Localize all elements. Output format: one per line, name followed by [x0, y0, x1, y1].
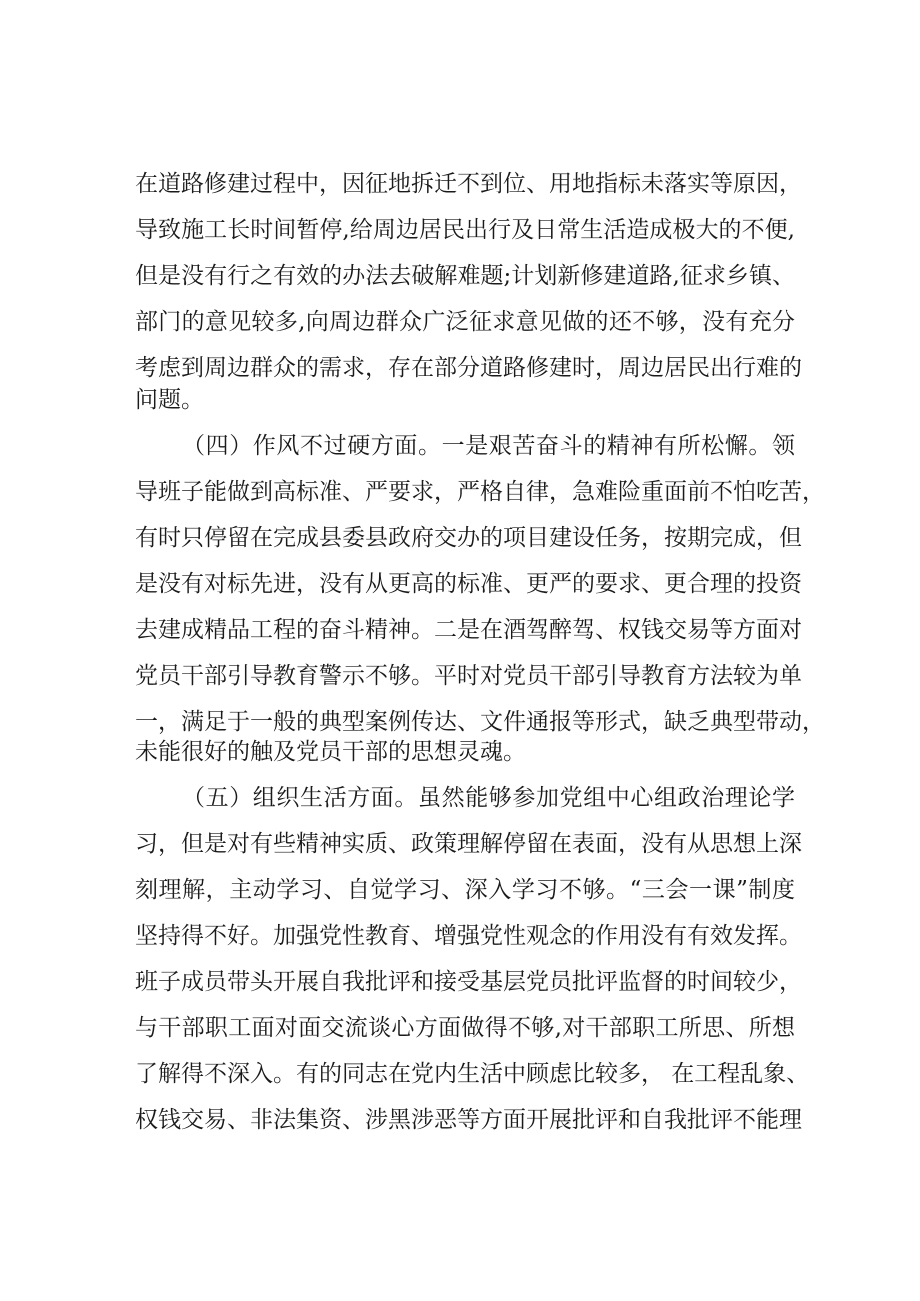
paragraph-line: 未能很好的触及党员干部的思想灵魂。 [135, 739, 526, 765]
paragraph-line: 权钱交易、非法集资、涉黑涉恶等方面开展批评和自我批评不能理 [135, 1107, 802, 1133]
paragraph-line: 党员干部引导教育警示不够。平时对党员干部引导教育方法较为单 [135, 663, 802, 689]
paragraph-line: 是没有对标先进，没有从更高的标准、更严的要求、更合理的投资 [135, 571, 802, 597]
paragraph-line: 了解得不深入。有的同志在党内生活中顾虑比较多， 在工程乱象、 [135, 1061, 810, 1087]
paragraph-line: 一，满足于一般的典型案例传达、文件通报等形式，缺乏典型带动， [135, 709, 825, 735]
paragraph-line: 有时只停留在完成县委县政府交办的项目建设任务，按期完成，但 [135, 525, 802, 551]
paragraph-line: （四）作风不过硬方面。一是艰苦奋斗的精神有所松懈。领 [182, 433, 795, 459]
paragraph-line: 坚持得不好。加强党性教育、增强党性观念的作用没有有效发挥。 [135, 923, 802, 949]
paragraph-line: 刻理解，主动学习、自觉学习、深入学习不够。“三会一课”制度 [135, 877, 795, 903]
paragraph-line: 与干部职工面对面交流谈心方面做得不够,对干部职工所思、所想 [135, 1015, 795, 1041]
paragraph-line: 部门的意见较多,向周边群众广泛征求意见做的还不够，没有充分 [135, 309, 795, 335]
paragraph-line: 班子成员带头开展自我批评和接受基层党员批评监督的时间较少， [135, 969, 802, 995]
paragraph-line: （五）组织生活方面。虽然能够参加党组中心组政治理论学 [182, 785, 795, 811]
paragraph-line: 习，但是对有些精神实质、政策理解停留在表面，没有从思想上深 [135, 831, 802, 857]
paragraph-line: 去建成精品工程的奋斗精神。二是在酒驾醉驾、权钱交易等方面对 [135, 617, 802, 643]
paragraph-line: 考虑到周边群众的需求，存在部分道路修建时，周边居民出行难的 [135, 355, 802, 381]
paragraph-line: 导致施工长时间暂停,给周边居民出行及日常生活造成极大的不便, [135, 217, 795, 243]
paragraph-line: 但是没有行之有效的办法去破解难题;计划新修建道路,征求乡镇、 [135, 263, 795, 289]
paragraph-line: 导班子能做到高标准、严要求，严格自律，急难险重面前不怕吃苦， [135, 479, 825, 505]
paragraph-line: 在道路修建过程中，因征地拆迁不到位、用地指标未落实等原因， [135, 171, 802, 197]
paragraph-line: 问题。 [135, 387, 204, 413]
